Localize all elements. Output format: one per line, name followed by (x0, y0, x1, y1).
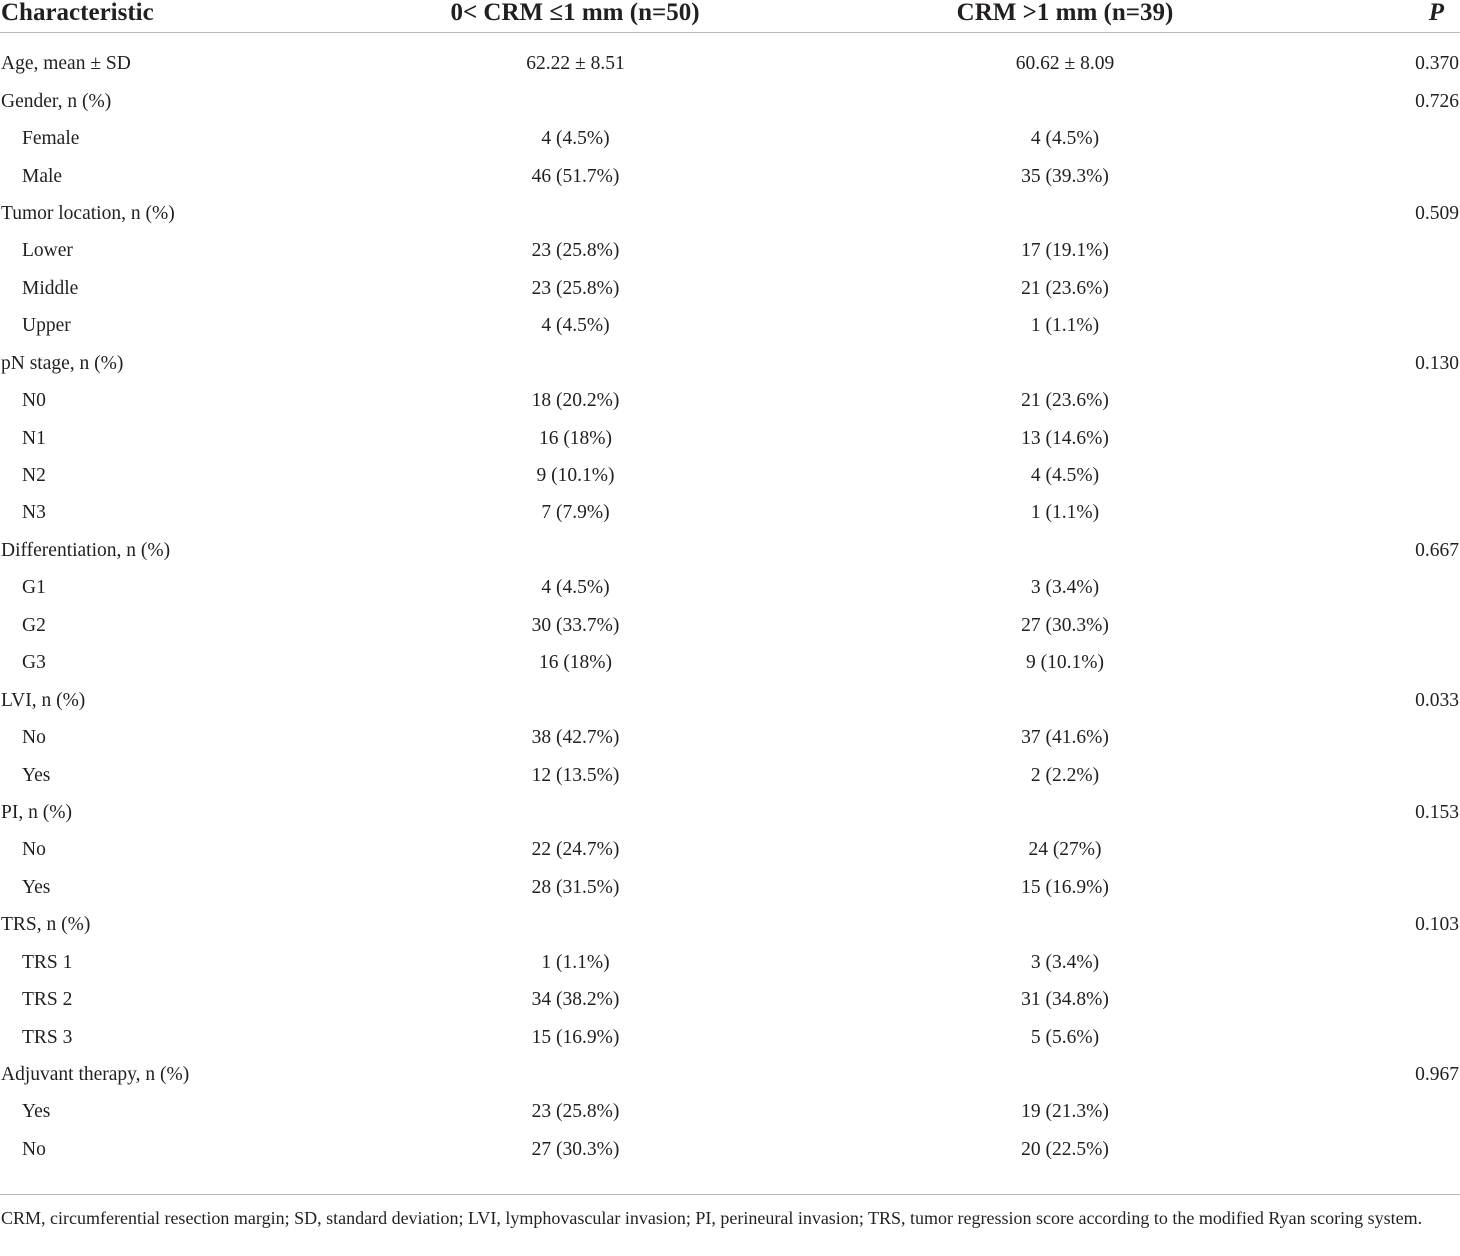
footer-rule (0, 1194, 1460, 1195)
row-sublabel: N2 (22, 465, 46, 487)
cell-crm-le-1mm: 23 (25.8%) (531, 277, 620, 299)
row-sublabel: Female (22, 128, 80, 150)
cell-crm-le-1mm: 4 (4.5%) (541, 128, 610, 150)
table-row (0, 232, 1460, 269)
row-sublabel: G1 (22, 577, 46, 599)
row-label: Differentiation, n (%) (1, 539, 171, 561)
cell-crm-gt-1mm: 21 (23.6%) (1021, 390, 1109, 412)
row-sublabel: Upper (22, 315, 71, 337)
row-sublabel: No (22, 1138, 46, 1160)
cell-p-value: 0.509 (1415, 202, 1459, 224)
table-footnote: CRM, circumferential resection margin; SD, standard deviation; LVI, lymphovascular invasion; PI, perineural invasion; TRS, tumor regression score according to the modified Ryan scoring system. (1, 1208, 1423, 1228)
cell-p-value: 0.153 (1415, 801, 1459, 823)
cell-crm-gt-1mm: 24 (27%) (1028, 839, 1102, 861)
cell-crm-gt-1mm: 1 (1.1%) (1030, 502, 1100, 524)
row-sublabel: TRS 3 (22, 1026, 73, 1048)
cell-p-value (1300, 494, 1460, 531)
table-row (0, 1093, 1460, 1130)
cell-crm-le-1mm: 23 (25.8%) (531, 1101, 620, 1123)
table-row (0, 120, 1460, 157)
table-row (0, 906, 1460, 943)
row-sublabel: N1 (22, 427, 46, 449)
cell-crm-le-1mm (330, 906, 830, 943)
cell-crm-le-1mm: 12 (13.5%) (531, 764, 620, 786)
row-label: TRS, n (%) (1, 914, 91, 936)
table-row (0, 1131, 1460, 1168)
row-sublabel: TRS 1 (22, 951, 73, 973)
cell-p-value (1300, 869, 1460, 906)
cell-p-value (1300, 831, 1460, 868)
row-sublabel: G3 (22, 652, 46, 674)
table-row (0, 1018, 1460, 1055)
table-row (0, 719, 1460, 756)
cell-p-value: 0.103 (1415, 914, 1459, 936)
cell-crm-gt-1mm: 35 (39.3%) (1021, 165, 1109, 187)
table-row (0, 532, 1460, 569)
cell-p-value (1300, 569, 1460, 606)
cell-crm-le-1mm (330, 195, 830, 232)
cell-crm-le-1mm (330, 345, 830, 382)
cell-p-value: 0.130 (1415, 352, 1459, 374)
cell-p-value (1300, 232, 1460, 269)
cell-crm-le-1mm: 16 (18%) (538, 427, 613, 449)
row-sublabel: No (22, 839, 46, 861)
table-row (0, 382, 1460, 419)
cell-crm-gt-1mm (830, 82, 1300, 119)
cell-crm-le-1mm: 16 (18%) (538, 652, 613, 674)
cell-crm-le-1mm (330, 82, 830, 119)
cell-p-value (1300, 120, 1460, 157)
table-row (0, 756, 1460, 793)
row-label: Age, mean ± SD (1, 53, 131, 75)
cell-crm-le-1mm: 23 (25.8%) (531, 240, 620, 262)
table-row (0, 569, 1460, 606)
cell-crm-gt-1mm: 21 (23.6%) (1021, 277, 1109, 299)
cell-crm-gt-1mm: 9 (10.1%) (1026, 652, 1104, 674)
cell-crm-gt-1mm: 4 (4.5%) (1030, 465, 1100, 487)
cell-crm-le-1mm: 46 (51.7%) (531, 165, 620, 187)
table-row (0, 607, 1460, 644)
row-sublabel: Yes (22, 764, 51, 786)
row-sublabel: G2 (22, 614, 46, 636)
cell-p-value (1300, 607, 1460, 644)
cell-crm-gt-1mm (830, 195, 1300, 232)
cell-crm-le-1mm (330, 794, 830, 831)
cell-p-value: 0.033 (1415, 689, 1459, 711)
cell-crm-gt-1mm: 31 (34.8%) (1021, 989, 1109, 1011)
header-p-value: P (1300, 0, 1460, 33)
cell-crm-le-1mm: 27 (30.3%) (531, 1138, 620, 1160)
row-sublabel: No (22, 727, 46, 749)
cell-p-value (1300, 457, 1460, 494)
cell-p-value (1300, 644, 1460, 681)
cell-p-value (1300, 1018, 1460, 1055)
table-row (0, 794, 1460, 831)
header-row (0, 0, 1460, 33)
cell-crm-gt-1mm (830, 794, 1300, 831)
cell-crm-le-1mm: 38 (42.7%) (531, 727, 620, 749)
cell-crm-le-1mm: 18 (20.2%) (531, 390, 620, 412)
table-row (0, 681, 1460, 718)
table-header (0, 0, 1460, 33)
cell-crm-gt-1mm (830, 1056, 1300, 1093)
cell-crm-gt-1mm: 3 (3.4%) (1030, 951, 1100, 973)
table-row (0, 494, 1460, 531)
row-label: pN stage, n (%) (1, 352, 124, 374)
row-sublabel: N3 (22, 502, 46, 524)
row-label: PI, n (%) (1, 801, 72, 823)
cell-crm-le-1mm (330, 681, 830, 718)
table-row (0, 157, 1460, 194)
table-row (0, 944, 1460, 981)
cell-p-value (1300, 719, 1460, 756)
cell-p-value: 0.370 (1415, 53, 1459, 75)
table-row (0, 1056, 1460, 1093)
cell-p-value (1300, 307, 1460, 344)
row-sublabel: TRS 2 (22, 989, 73, 1011)
row-sublabel: Male (22, 165, 63, 187)
cell-crm-gt-1mm (830, 345, 1300, 382)
cell-p-value (1300, 1093, 1460, 1130)
table-body (0, 33, 1460, 1169)
row-label: LVI, n (%) (1, 689, 86, 711)
cell-p-value: 0.726 (1415, 90, 1459, 112)
cell-crm-gt-1mm: 1 (1.1%) (1030, 315, 1100, 337)
cell-p-value (1300, 981, 1460, 1018)
cell-crm-gt-1mm: 15 (16.9%) (1021, 876, 1109, 898)
cell-crm-le-1mm: 1 (1.1%) (541, 951, 610, 973)
header-group-crm-le-1mm: 0< CRM ≤1 mm (n=50) (330, 0, 830, 33)
cell-crm-gt-1mm: 2 (2.2%) (1030, 764, 1100, 786)
row-sublabel: N0 (22, 390, 46, 412)
table-row (0, 345, 1460, 382)
row-sublabel: Lower (22, 240, 73, 262)
cell-crm-gt-1mm (830, 681, 1300, 718)
cell-crm-le-1mm: 4 (4.5%) (541, 315, 610, 337)
header-group-crm-gt-1mm: CRM >1 mm (n=39) (830, 0, 1300, 33)
cell-p-value (1300, 157, 1460, 194)
cell-p-value (1300, 419, 1460, 456)
cell-crm-gt-1mm: 17 (19.1%) (1021, 240, 1109, 262)
cell-crm-gt-1mm: 5 (5.6%) (1030, 1026, 1100, 1048)
table-row (0, 307, 1460, 344)
cell-crm-gt-1mm: 4 (4.5%) (1030, 128, 1100, 150)
table-row (0, 419, 1460, 456)
table-row (0, 82, 1460, 119)
table-row (0, 869, 1460, 906)
cell-crm-gt-1mm (830, 906, 1300, 943)
cell-crm-le-1mm: 28 (31.5%) (531, 876, 620, 898)
cell-crm-le-1mm: 15 (16.9%) (531, 1026, 620, 1048)
cell-crm-gt-1mm: 19 (21.3%) (1021, 1101, 1109, 1123)
table-row (0, 981, 1460, 1018)
cell-p-value: 0.667 (1415, 539, 1459, 561)
cell-crm-le-1mm: 34 (38.2%) (531, 989, 620, 1011)
cell-crm-le-1mm: 7 (7.9%) (541, 502, 610, 524)
cell-p-value (1300, 382, 1460, 419)
cell-crm-gt-1mm: 20 (22.5%) (1021, 1138, 1109, 1160)
cell-crm-gt-1mm: 60.62 ± 8.09 (1015, 53, 1115, 75)
cell-crm-le-1mm: 22 (24.7%) (531, 839, 620, 861)
row-label: Gender, n (%) (1, 90, 112, 112)
row-label: Tumor location, n (%) (1, 202, 175, 224)
row-sublabel: Yes (22, 876, 51, 898)
cell-p-value (1300, 756, 1460, 793)
header-characteristic: Characteristic (0, 0, 330, 33)
cell-crm-le-1mm: 4 (4.5%) (541, 577, 610, 599)
cell-crm-le-1mm: 30 (33.7%) (531, 614, 620, 636)
cell-p-value (1300, 270, 1460, 307)
row-label: Adjuvant therapy, n (%) (1, 1064, 190, 1086)
table-row (0, 457, 1460, 494)
cell-crm-gt-1mm (830, 532, 1300, 569)
cell-crm-gt-1mm: 37 (41.6%) (1021, 727, 1109, 749)
table-row (0, 195, 1460, 232)
table-row (0, 831, 1460, 868)
table-row (0, 33, 1460, 83)
cell-crm-gt-1mm: 3 (3.4%) (1030, 577, 1100, 599)
table-row (0, 270, 1460, 307)
cell-p-value: 0.967 (1415, 1064, 1459, 1086)
cell-p-value (1300, 944, 1460, 981)
cell-crm-le-1mm (330, 532, 830, 569)
row-sublabel: Yes (22, 1101, 51, 1123)
cell-crm-le-1mm: 62.22 ± 8.51 (526, 53, 625, 75)
cell-crm-gt-1mm: 27 (30.3%) (1021, 614, 1109, 636)
cell-crm-gt-1mm: 13 (14.6%) (1021, 427, 1109, 449)
table-row (0, 644, 1460, 681)
cell-crm-le-1mm: 9 (10.1%) (536, 465, 615, 487)
row-sublabel: Middle (22, 277, 79, 299)
cell-crm-le-1mm (330, 1056, 830, 1093)
cell-p-value (1300, 1131, 1460, 1168)
